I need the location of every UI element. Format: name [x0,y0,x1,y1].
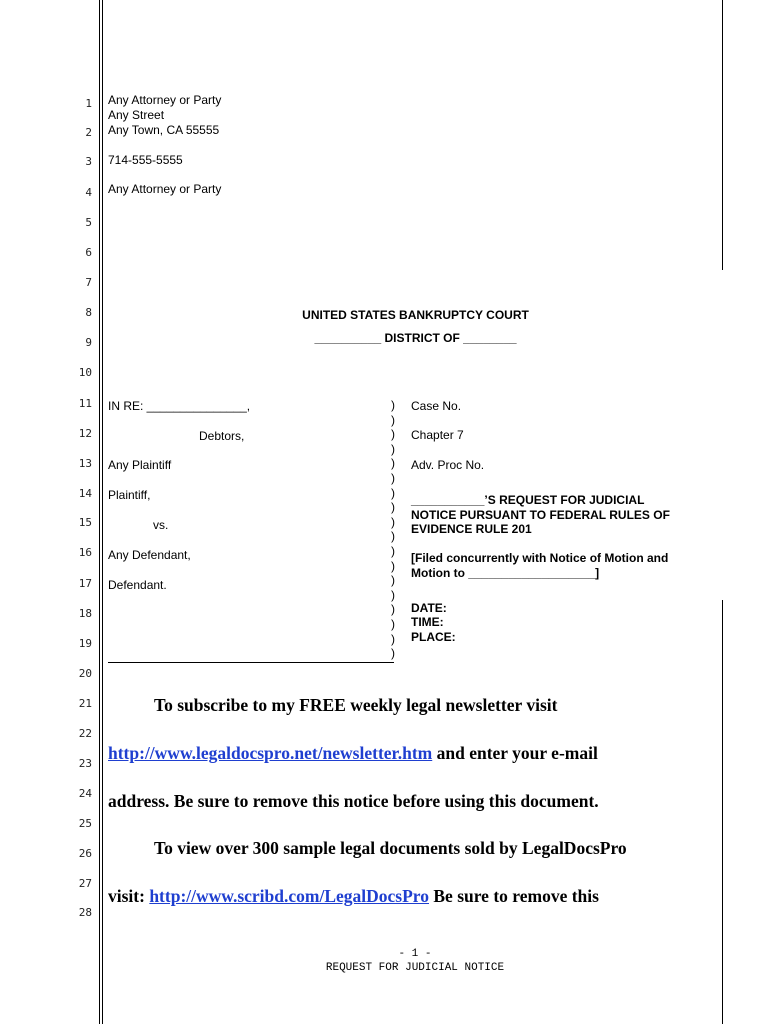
newsletter-paragraph-line-2 [108,743,598,764]
caption-bottom-rule [108,662,394,663]
caption-vs: vs. [153,518,169,532]
left-margin-rule [99,0,100,1024]
line-number: 10 [78,366,92,379]
attorney-city: Any Town, CA 55555 [108,123,220,137]
line-number: 7 [85,276,92,289]
line-number: 1 [85,97,92,110]
hearing-time: TIME: [411,615,444,629]
line-number: 19 [78,637,92,650]
newsletter-paragraph-line-1: To subscribe to my FREE weekly legal newsletter visit [154,695,558,715]
filed-concurrently-line-1: [Filed concurrently with Notice of Motion and [411,551,669,565]
line-number: 24 [78,787,92,800]
attorney-for: Any Attorney or Party [108,182,222,196]
newsletter-line-2-rest: and enter your e-mail [432,743,598,763]
filed-concurrently-line-2: Motion to ___________________] [411,566,600,580]
footer-document-title: REQUEST FOR JUDICIAL NOTICE [325,962,505,974]
line-number: 15 [78,516,92,529]
scribd-line-2-rest: Be sure to remove this [429,886,599,906]
document-title-line-3: EVIDENCE RULE 201 [411,522,532,536]
right-margin-rule-upper [722,0,723,270]
line-number: 13 [78,457,92,470]
line-number: 12 [78,427,92,440]
caption-plaintiff-name: Any Plaintiff [108,458,172,472]
line-number: 14 [78,487,92,500]
left-margin-rule-inner [102,0,103,1024]
document-title-line-1: ___________’S REQUEST FOR JUDICIAL [411,493,645,507]
court-name: UNITED STATES BANKRUPTCY COURT [302,308,529,322]
attorney-phone: 714-555-5555 [108,153,183,167]
line-number: 22 [78,727,92,740]
line-number: 3 [85,155,92,168]
attorney-street: Any Street [108,108,165,122]
caption-defendant-name: Any Defendant, [108,548,191,562]
line-number: 25 [78,817,92,830]
caption-case-no: Case No. [411,399,462,413]
hearing-date: DATE: [411,601,447,615]
line-number: 17 [78,577,92,590]
caption-debtors: Debtors, [199,429,245,443]
line-number: 21 [78,697,92,710]
newsletter-link[interactable]: http://www.legaldocspro.net/newsletter.htm [108,743,433,763]
caption-defendant-label: Defendant. [108,578,167,592]
scribd-paragraph-line-1: To view over 300 sample legal documents sold by LegalDocsPro [154,838,627,858]
caption-in-re: IN RE: _______________, [108,399,251,413]
line-number: 6 [85,246,92,259]
line-number: 8 [85,306,92,319]
caption-chapter: Chapter 7 [411,428,464,442]
line-number: 23 [78,757,92,770]
line-number: 5 [85,216,92,229]
line-number: 4 [85,186,92,199]
line-number: 26 [78,847,92,860]
line-number: 28 [78,906,92,919]
line-number: 2 [85,126,92,139]
caption-plaintiff-label: Plaintiff, [108,488,151,502]
newsletter-paragraph-line-3: address. Be sure to remove this notice before using this document. [108,791,599,811]
line-number: 9 [85,336,92,349]
scribd-paragraph-line-2 [108,886,599,907]
page-number: - 1 - [398,948,432,960]
scribd-link[interactable]: http://www.scribd.com/LegalDocsPro [149,886,429,906]
caption-divider-parentheses: ) ) ) ) ) ) ) ) ) ) ) ) ) ) ) ) ) ) [391,398,395,661]
line-number: 16 [78,546,92,559]
hearing-place: PLACE: [411,630,456,644]
line-number: 20 [78,667,92,680]
court-district: __________ DISTRICT OF ________ [314,331,517,345]
caption-adv-proc: Adv. Proc No. [411,458,485,472]
line-number: 11 [78,397,92,410]
right-margin-rule-lower [722,600,723,1024]
document-title-line-2: NOTICE PURSUANT TO FEDERAL RULES OF [411,508,670,522]
attorney-name: Any Attorney or Party [108,93,222,107]
line-number: 18 [78,607,92,620]
scribd-visit-label: visit: [108,886,150,906]
line-number: 27 [78,877,92,890]
